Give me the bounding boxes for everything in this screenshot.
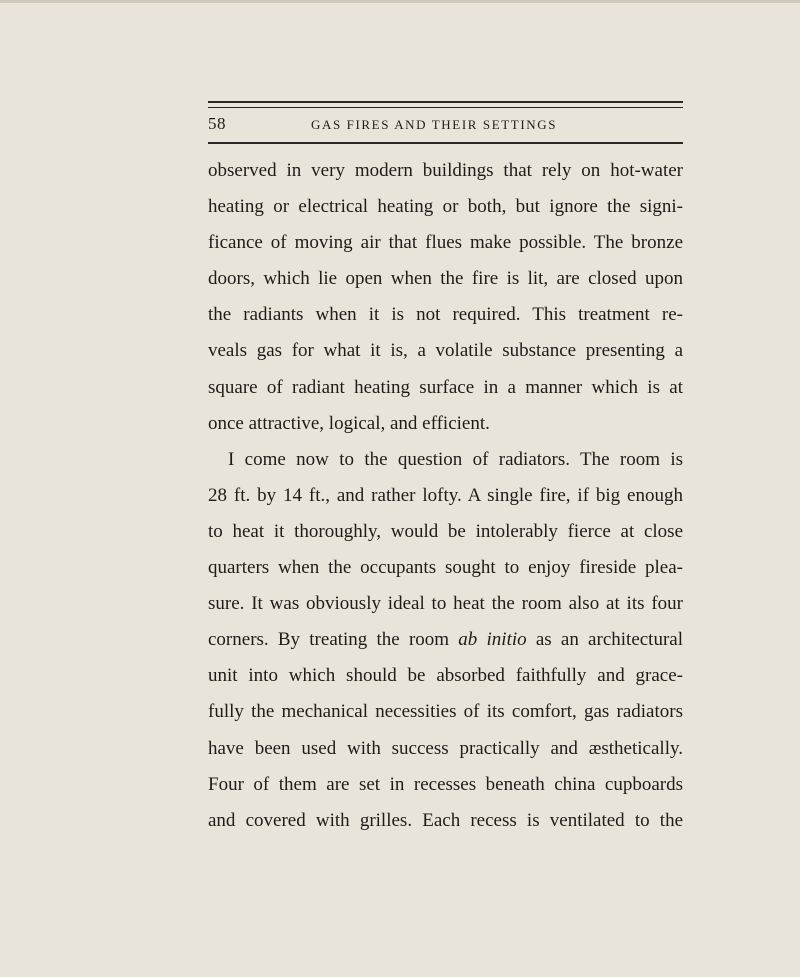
text-line: the radiants when it is not required. This treatment re- bbox=[208, 304, 683, 326]
header-double-rule bbox=[208, 101, 683, 108]
text-segment: as an architectural bbox=[526, 629, 683, 651]
italic-phrase: ab initio bbox=[458, 629, 527, 651]
running-title: GAS FIRES AND THEIR SETTINGS bbox=[311, 117, 558, 132]
text-line: have been used with success practically and æsthetically. bbox=[208, 737, 683, 759]
text-line-with-italic bbox=[208, 622, 683, 658]
body-text bbox=[208, 153, 683, 839]
text-line-paragraph-end: once attractive, logical, and efficient. bbox=[208, 412, 490, 434]
running-head bbox=[208, 113, 683, 137]
text-segment: corners. By treating the room bbox=[208, 629, 459, 651]
text-line: doors, which lie open when the fire is lit, are closed upon bbox=[208, 268, 683, 290]
text-line: veals gas for what it is, a volatile substance presenting a bbox=[208, 340, 683, 362]
text-line: unit into which should be absorbed faithfully and grace- bbox=[208, 665, 683, 687]
text-line: square of radiant heating surface in a manner which is at bbox=[208, 376, 683, 398]
text-line: observed in very modern buildings that rely on hot-water bbox=[208, 160, 683, 181]
text-line: ficance of moving air that flues make possible. The bronze bbox=[208, 232, 683, 254]
text-line: fully the mechanical necessities of its comfort, gas radiators bbox=[208, 701, 683, 723]
text-line: to heat it thoroughly, would be intolerably fierce at close bbox=[208, 520, 683, 542]
text-line: quarters when the occupants sought to enjoy fireside plea- bbox=[208, 557, 683, 579]
text-line: Four of them are set in recesses beneath china cupboards bbox=[208, 773, 683, 795]
header-bottom-rule bbox=[208, 142, 683, 144]
text-line: and covered with grilles. Each recess is ventilated to the bbox=[208, 809, 683, 831]
text-line: 28 ft. by 14 ft., and rather lofty. A single fire, if big enough bbox=[208, 484, 683, 506]
page-top-edge bbox=[0, 0, 800, 3]
text-line: heating or electrical heating or both, but ignore the signi- bbox=[208, 196, 683, 218]
text-line-paragraph-start: I come now to the question of radiators. The room is bbox=[228, 448, 683, 470]
text-line: sure. It was obviously ideal to heat the room also at its four bbox=[208, 593, 683, 615]
page-number: 58 bbox=[208, 114, 226, 133]
